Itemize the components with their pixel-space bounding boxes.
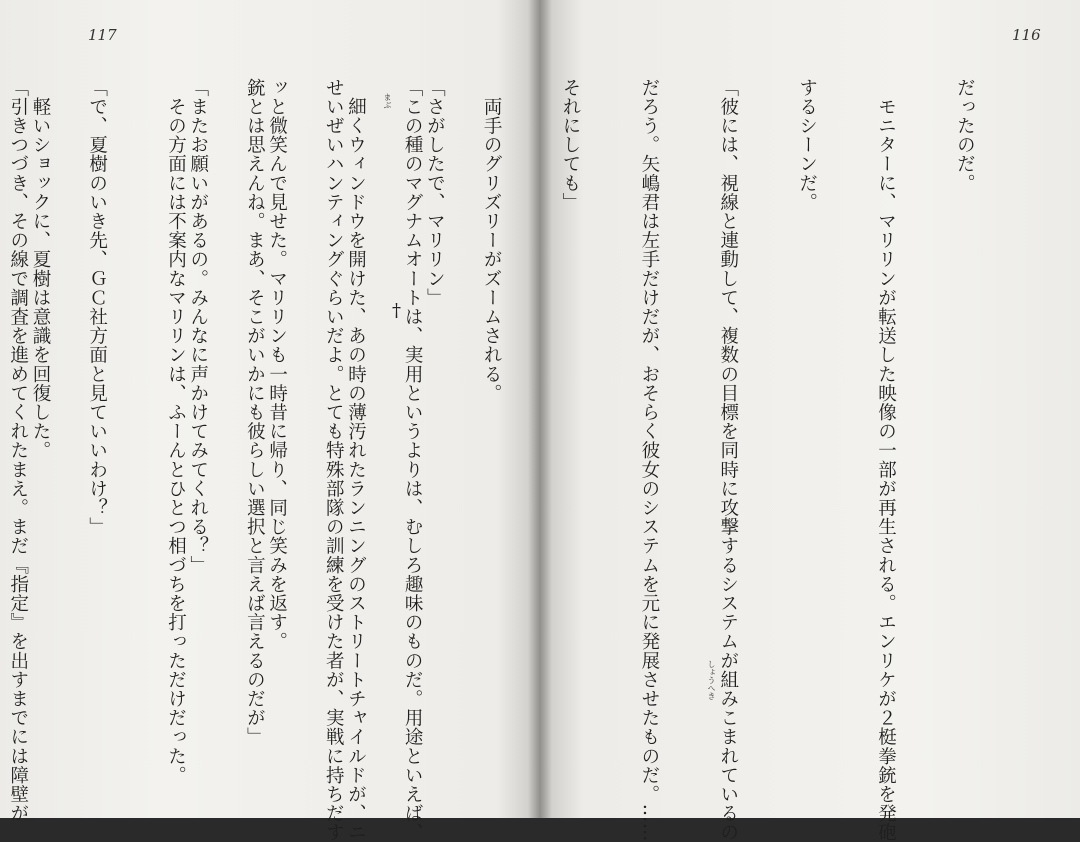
text-line: するシーンだ。 [796,78,818,212]
text-line: 「この種のマグナムオートは、実用というよりは、むしろ趣味のものだ。用途といえば、 [402,78,424,842]
text-line: せいぜいハンティングぐらいだよ。とても特殊部隊の訓練を受けた者が、実戦に持ちだす [323,78,345,842]
text-line: 「で、夏樹のいき先、ＧＣ社方面と見ていいわけ？」 [86,78,108,537]
page-number-right: 116 [1012,26,1041,44]
text-line: だったのだ。 [954,78,976,193]
text-line: 銃とは思えんね。まあ、そこがいかにも彼らしい選択と言えば言えるのだが」 [244,78,266,747]
text-line: モニターに、マリリンが転送した映像の一部が再生される。エンリケが２梃拳銃を発砲 [875,78,897,842]
page-number-left: 117 [88,26,117,44]
left-page-text [29,78,500,842]
section-break-dagger: † [392,300,401,321]
text-line: 両手のグリズリーがズームされる。 [481,78,503,403]
text-line: それにしても」 [559,78,581,212]
text-line: 「またお願いがあるの。みんなに声かけてみてくれる？」 [187,78,209,575]
text-line: ッと微笑んで見せた。マリリンも一時昔に帰り、同じ笑みを返す。 [266,78,288,651]
text-line: その方面には不案内なマリリンは、ふーんとひとつ相づちを打っただけだった。 [165,78,187,785]
text-line: 細くウィンドウを開けた、あの時の薄汚れたランニングのストリートチャイルドが、ニ [345,78,367,842]
ruby-mabushii: まぶ [383,93,392,109]
text-line: だろう。矢嶋君は左手だけだが、おそらく彼女のシステムを元に発展させたものだ。…… [638,78,660,842]
text-line: 「さがしたで、マリリン」 [424,78,446,308]
blank-line [106,78,132,738]
text-line: 「彼には、視線と連動して、複数の目標を同時に攻撃するシステムが組みこまれているの [717,78,739,842]
text-line: 「引きつづき、その線で調査を進めてくれたまえ。まだ『指定』を出すまでには障壁が [7,78,29,823]
text-line: 軽いショックに、夏樹は意識を回復した。 [29,78,51,460]
ruby-shouheki: しょうへき [707,660,716,700]
